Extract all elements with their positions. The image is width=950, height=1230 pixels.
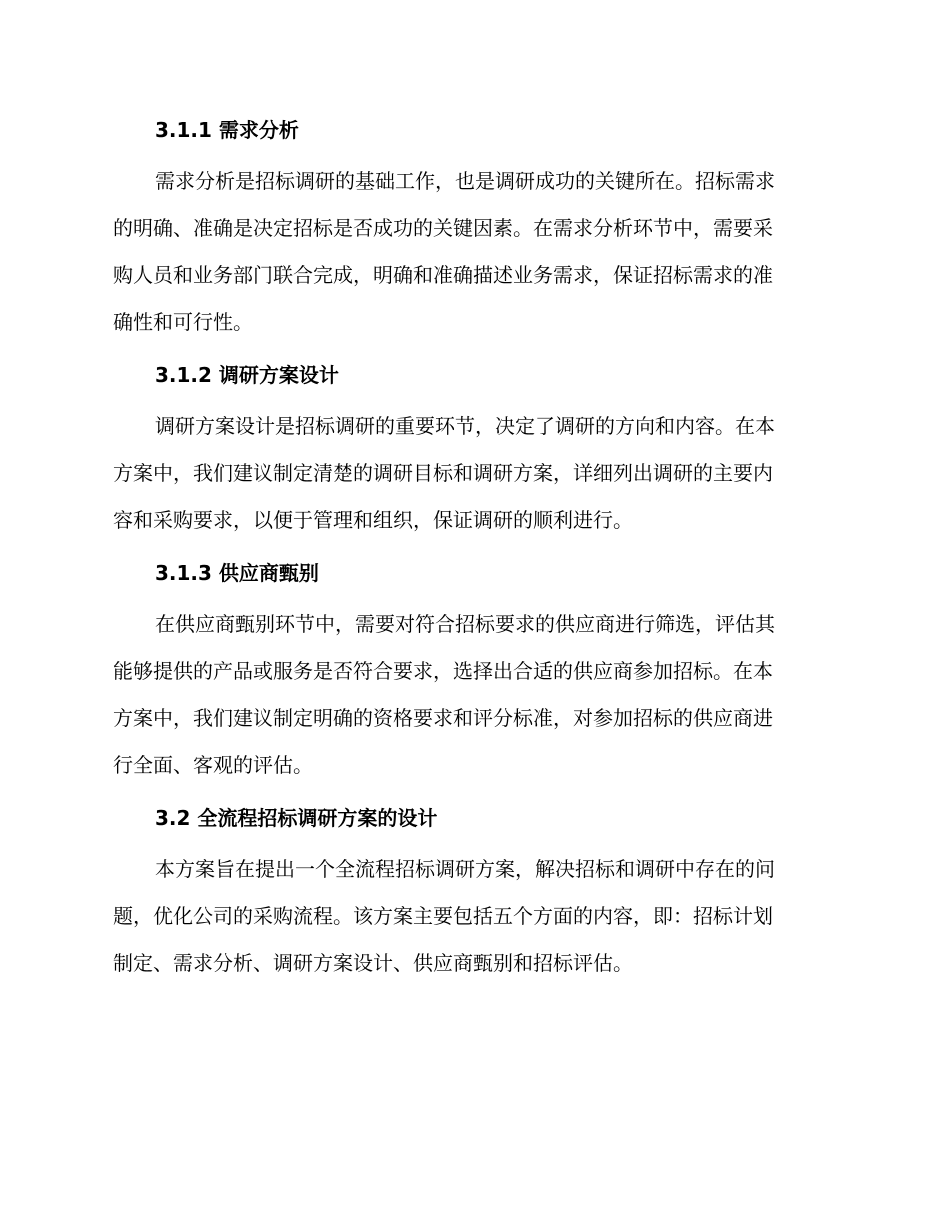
paragraph-line: 的明确、准确是决定招标是否成功的关键因素。在需求分析环节中，需要采 [113, 216, 773, 240]
document-body [113, 110, 831, 987]
section-paragraph-3-1-2 [113, 403, 831, 544]
section-paragraph-3-1-3 [113, 601, 831, 789]
section-paragraph-3-2 [113, 846, 831, 987]
paragraph-line: 行全面、客观的评估。 [113, 753, 313, 777]
section-heading-3-2: 3.2 全流程招标调研方案的设计 [155, 806, 438, 830]
paragraph-line: 制定、需求分析、调研方案设计、供应商甄别和招标评估。 [113, 951, 633, 975]
paragraph-line: 本方案旨在提出一个全流程招标调研方案，解决招标和调研中存在的问 [155, 857, 775, 881]
section-heading-3-1-1: 3.1.1 需求分析 [155, 118, 299, 142]
paragraph-line: 购人员和业务部门联合完成，明确和准确描述业务需求，保证招标需求的准 [113, 263, 773, 287]
paragraph-line: 调研方案设计是招标调研的重要环节，决定了调研的方向和内容。在本 [155, 414, 775, 438]
paragraph-line: 需求分析是招标调研的基础工作，也是调研成功的关键所在。招标需求 [155, 169, 775, 193]
section-paragraph-3-1-1 [113, 158, 831, 346]
paragraph-line: 能够提供的产品或服务是否符合要求，选择出合适的供应商参加招标。在本 [113, 659, 773, 683]
section-heading-3-1-3: 3.1.3 供应商甄别 [155, 561, 319, 585]
paragraph-line: 容和采购要求，以便于管理和组织，保证调研的顺利进行。 [113, 508, 633, 532]
paragraph-line: 方案中，我们建议制定清楚的调研目标和调研方案，详细列出调研的主要内 [113, 461, 773, 485]
paragraph-line: 方案中，我们建议制定明确的资格要求和评分标准，对参加招标的供应商进 [113, 706, 773, 730]
paragraph-line: 题，优化公司的采购流程。该方案主要包括五个方面的内容，即：招标计划 [113, 904, 773, 928]
paragraph-line: 在供应商甄别环节中，需要对符合招标要求的供应商进行筛选，评估其 [155, 612, 775, 636]
paragraph-line: 确性和可行性。 [113, 310, 253, 334]
section-heading-3-1-2: 3.1.2 调研方案设计 [155, 363, 339, 387]
